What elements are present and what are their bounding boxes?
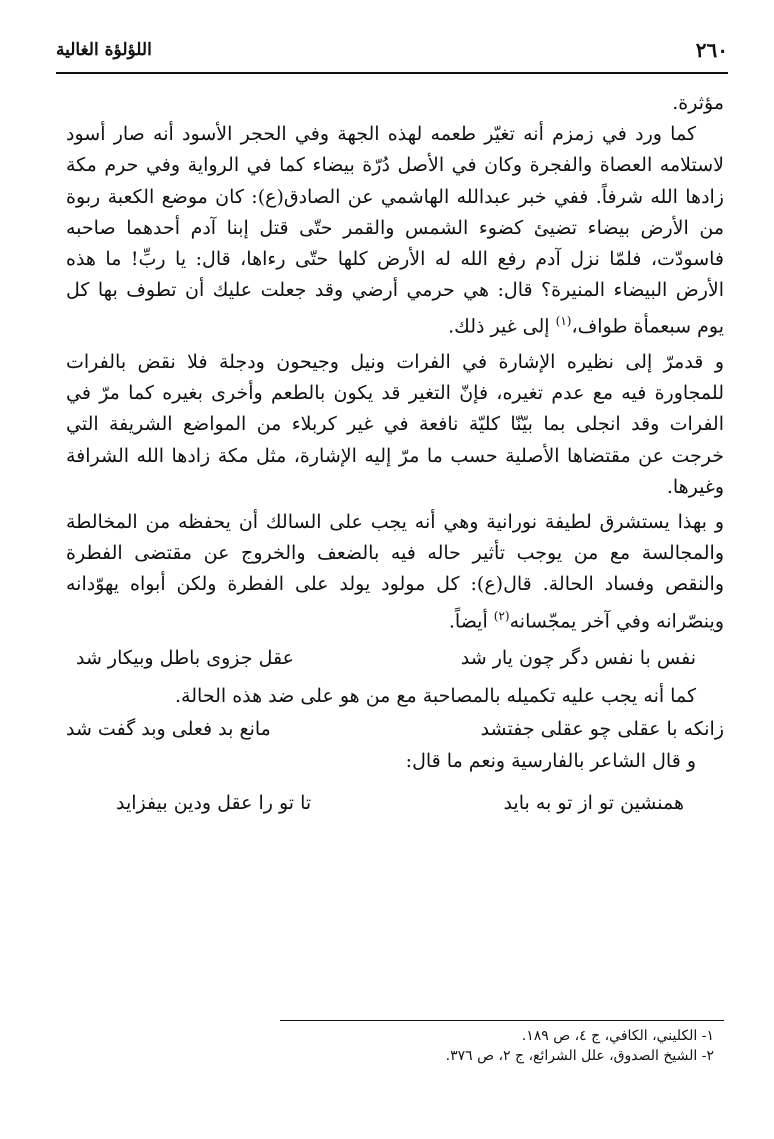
verse-2 bbox=[66, 714, 724, 744]
header-rule bbox=[56, 72, 728, 74]
footnote-ref-2[interactable]: (٢) bbox=[493, 608, 510, 623]
footnotes bbox=[66, 1026, 714, 1066]
footnote-ref-1[interactable]: (١) bbox=[555, 314, 572, 329]
body-text bbox=[66, 88, 724, 826]
paragraph-1: مؤثرة. bbox=[672, 92, 724, 114]
footnote-2: ٢- الشيخ الصدوق، علل الشرائع، ج ٢، ص ٣٧٦. bbox=[445, 1048, 714, 1064]
paragraph-4-text: و بهذا يستشرق لطيفة نورانية وهي أنه يجب على السالك أن يحفظه من المخالطة والمجالسة مع من يوجب تأثير حاله فيه بالضعف والخروج عن مقتضى الفطرة والنقص وفساد الحالة. قال(ع): كل مولود يولد على الفطرة ولكن أبواه يهوّدانه وينصّرانه وفي آخر يمجّسانه bbox=[66, 510, 724, 632]
verse-1 bbox=[66, 643, 724, 673]
page-number: ٢٦٠ bbox=[695, 38, 728, 62]
footnote-1: ١- الكليني، الكافي، ج ٤، ص ١٨٩. bbox=[521, 1028, 714, 1044]
line-after-verse-1: كما أنه يجب عليه تكميله بالمصاحبة مع من هو على ضد هذه الحالة. bbox=[175, 685, 696, 708]
verse-3-hemistich-a: همنشين تو از تو به بايد bbox=[503, 791, 684, 814]
verse-1-hemistich-a: نفس با نفس دگر چون يار شد bbox=[460, 647, 696, 670]
paragraph-2-text: كما ورد في زمزم أنه تغيّر طعمه لهذه الجهة وفي الحجر الأسود أنه صار أسود لاستلامه العصاة والفجرة وكان في الأصل دُرّة بيضاء كما في الرواية وفي حرم مكة زادها الله شرفاً. ففي خبر عبدالله الهاشمي عن الصادق(ع): كان موضع الكعبة ربوة من الأرض بيضاء تضيئ كضوء الشمس والقمر حتّى قتل إبنا آدم أحدهما صاحبه فاسودّت، فلمّا نزل آدم رفع الله له الأرض كلها حتّى رءاها، قال: يا ربِّ! ما هذه الأرض البيضاء المنيرة؟ قال: هي حرمي أرضي وقد جعلت عليك أن تطوف بها كل يوم سبعمأة طواف، bbox=[66, 123, 724, 338]
verse-2-hemistich-b: مانع بد فعلى وبد گفت شد bbox=[66, 718, 271, 741]
verse-3-hemistich-b: تا تو را عقل ودين بيفزايد bbox=[116, 791, 312, 814]
running-title: اللؤلؤة الغالية bbox=[56, 40, 152, 60]
paragraph-2-tail: إلى غير ذلك. bbox=[448, 315, 556, 338]
page-header bbox=[56, 38, 728, 68]
footnote-rule bbox=[280, 1020, 724, 1021]
paragraph-2 bbox=[66, 119, 724, 343]
verse-1-hemistich-b: عقل جزوى باطل وبيكار شد bbox=[76, 647, 294, 670]
paragraph-4 bbox=[66, 507, 724, 637]
line-before-verse-3: و قال الشاعر بالفارسية ونعم ما قال: bbox=[405, 750, 696, 773]
verse-2-hemistich-a: زانكه با عقلى چو عقلى جفتشد bbox=[480, 718, 724, 741]
paragraph-3: و قدمرّ إلى نظيره الإشارة في الفرات ونيل وجيحون ودجلة فلا نقض بالفرات للمجاورة فيه مع عدم تغيره، فإنّ التغير قد يكون بالطعم وأخرى بغيره كما مرّ في الفرات وقد انجلى بما بيّنّا كليّة نافعة في غير كربلاء من المواضع الشريفة التي خرجت عن مقتضاها الأصلية حسب ما مرّ إليه الإشارة، مثل مكة زادها الله الشرافة وغيرها. bbox=[66, 350, 724, 498]
verse-3 bbox=[66, 788, 724, 818]
paragraph-4-tail: أيضاً. bbox=[448, 609, 494, 632]
